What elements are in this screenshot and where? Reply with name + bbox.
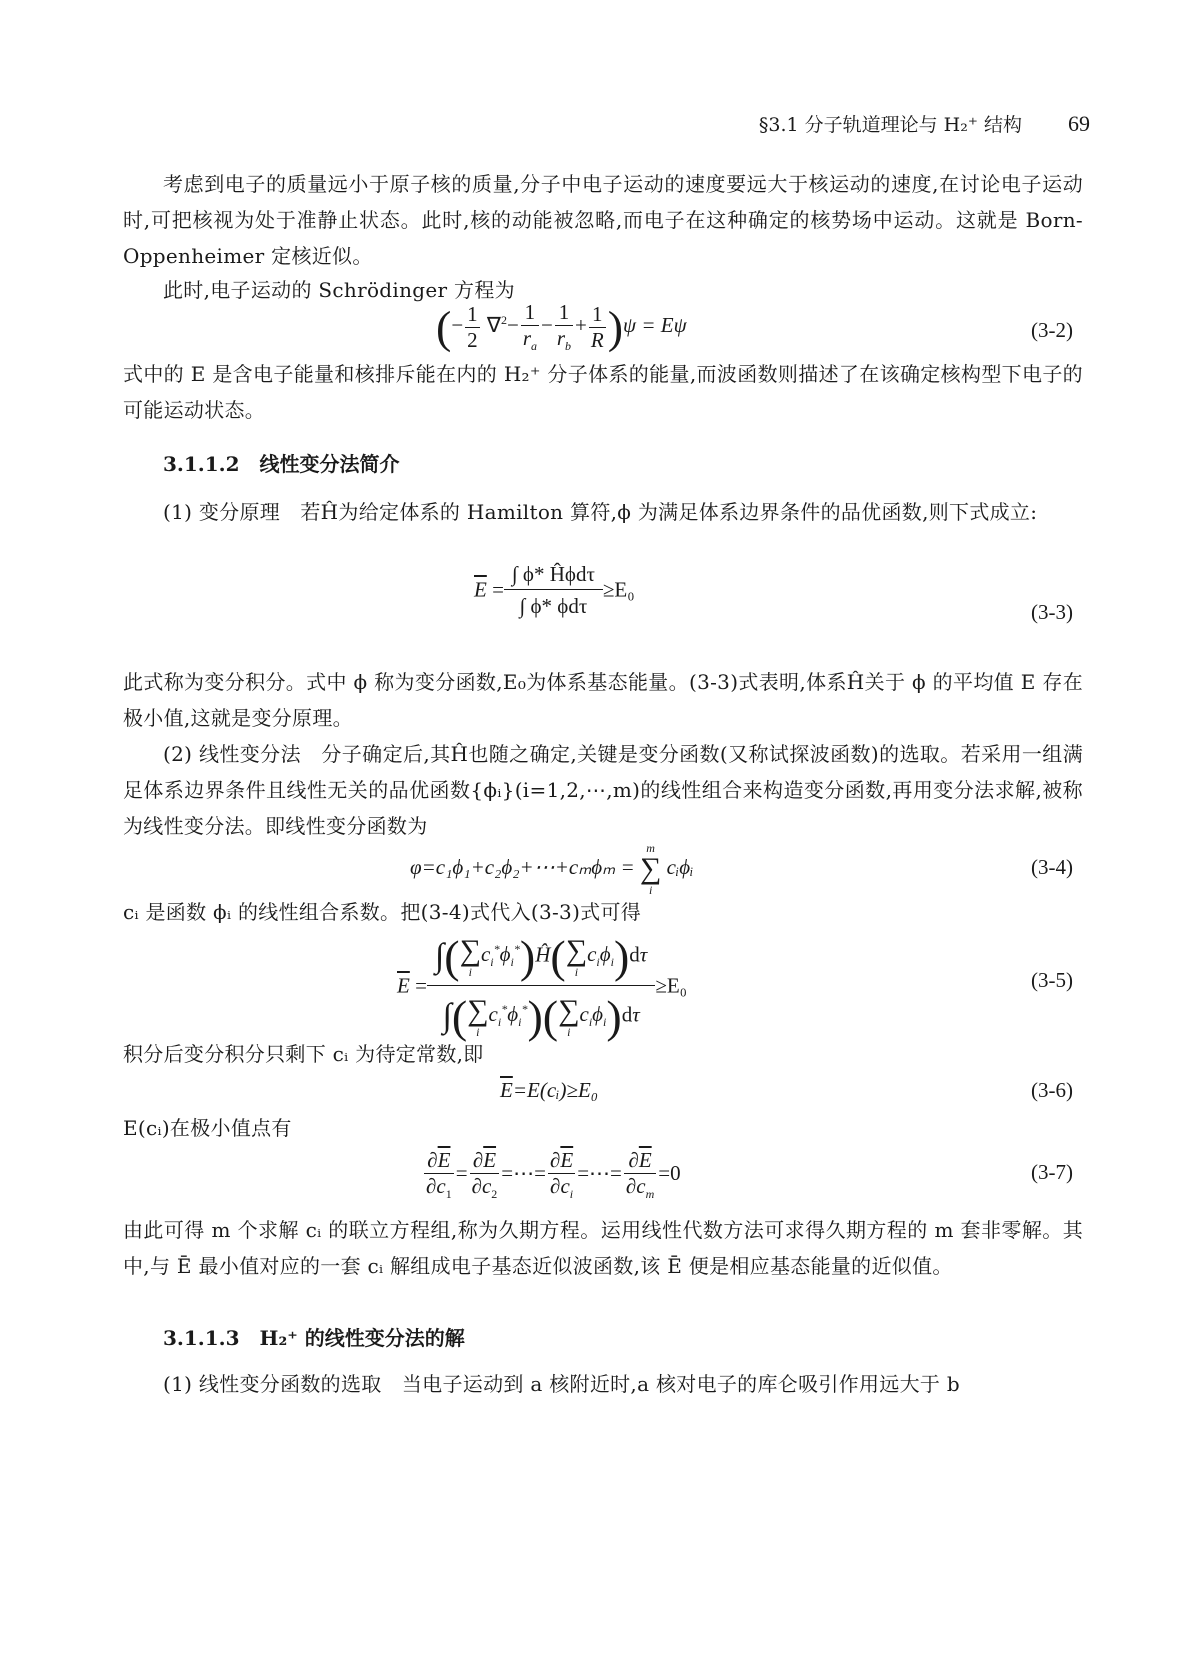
paragraph-born-oppenheimer: 考虑到电子的质量远小于原子核的质量,分子中电子运动的速度要远大于核运动的速度,在讨论电子运动时,可把核视为处于准静止状态。此时,核的动能被忽略,而电子在这种确定的核势场中运动。这就是 Born-Oppenheimer 定核近似。 (123, 172, 1083, 268)
eq-3-5-rhs: ≥E₀ (655, 973, 688, 998)
equation-number-3-2: (3-2) (1031, 318, 1073, 342)
equation-number-3-5: (3-5) (1031, 968, 1073, 992)
equation-number-3-3: (3-3) (1031, 600, 1073, 624)
eq-3-4-lhs: φ=c₁ϕ₁+c₂ϕ₂+⋯+cₘϕₘ = (410, 854, 635, 879)
heading-3-1-1-2: 3.1.1.2 线性变分法简介 (163, 452, 400, 476)
equation-3-6: $\overline{E}=E(cᵢ)\ge E_0$ (500, 1078, 599, 1102)
equation-3-4: φ=c₁ϕ₁+c₂ϕ₂+⋯+cₘϕₘ = m ∑ i cᵢϕᵢ (410, 841, 694, 897)
eq-3-6-text: =E(cᵢ)≥E₀ (512, 1078, 599, 1102)
paragraph-linear-variation: (2) 线性变分法 分子确定后,其Ĥ也随之确定,关键是变分函数(又称试探波函数)的选取。若采用一组满足体系边界条件且线性无关的品优函数{ϕᵢ}(i=1,2,⋯,m)的线性组合来构造变分函数,再用变分法求解,被称为线性变分法。即线性变分函数为 (123, 742, 1083, 838)
section-title: §3.1 分子轨道理论与 H₂⁺ 结构 (758, 114, 1022, 136)
paragraph-variation-principle: (1) 变分原理 若Ĥ为给定体系的 Hamilton 算符,ϕ 为满足体系边界条件的品优函数,则下式成立: (163, 500, 1038, 524)
paragraph-energy-def: 式中的 E 是含电子能量和核排斥能在内的 H₂⁺ 分子体系的能量,而波函数则描述了在该确定核构型下电子的可能运动状态。 (123, 362, 1083, 422)
equation-3-7: $\frac{\partial\overline{E}}{\partial c_1}$ = $\frac{\partial\overline{E}}{\partial c_2}$ =⋯= $\frac{\partial\overline{E}}{\partial c_i}$ =⋯= $\frac{\partial\overline{E}}{\partial c_m}$ =0 (426, 1148, 681, 1202)
paragraph-variation-integral: 此式称为变分积分。式中 ϕ 称为变分函数,E₀为体系基态能量。(3-3)式表明,体系Ĥ关于 ϕ 的平均值 E 存在极小值,这就是变分原理。 (123, 670, 1083, 730)
paragraph-minimum: E(cᵢ)在极小值点有 (123, 1116, 292, 1140)
heading-3-1-1-3: 3.1.1.3 H₂⁺ 的线性变分法的解 (163, 1326, 465, 1350)
equation-3-3: $\overline{E}$ = $\frac{\text{∫ ϕ* Ĥϕdτ}}{\text{∫ ϕ* ϕdτ}}$ ≥E₀ (474, 560, 635, 623)
eq-3-7-rhs: =0 (658, 1160, 681, 1185)
paragraph-trial-function: (1) 线性变分函数的选取 当电子运动到 a 核附近时,a 核对电子的库仑吸引作用远大于 b (163, 1372, 960, 1396)
equation-number-3-4: (3-4) (1031, 855, 1073, 879)
paragraph-schrodinger-intro: 此时,电子运动的 Schrödinger 方程为 (163, 278, 515, 302)
paragraph-coefficients: cᵢ 是函数 ϕᵢ 的线性组合系数。把(3-4)式代入(3-3)式可得 (123, 900, 642, 924)
running-header (0, 110, 1090, 137)
eq-3-3-rhs: ≥E₀ (602, 577, 635, 602)
equation-number-3-6: (3-6) (1031, 1078, 1073, 1102)
eq-3-2-rhs: ψ = Eψ (623, 312, 687, 337)
equation-3-5: $\overline{E}$ = ∫( ∑ i $c_i^*\phi_i^*)Ĥ$( ∑ i $c_i\phi_i)d\tau$ ∫( ∑ i $c_i^*\phi_i^*$)( ∑ i $c_i\phi_i)d\tau$ ≥E₀ (397, 928, 687, 1047)
eq-3-4-rhs: cᵢϕᵢ (666, 854, 694, 879)
paragraph-undetermined: 积分后变分积分只剩下 cᵢ 为待定常数,即 (123, 1042, 484, 1066)
paragraph-secular-equations: 由此可得 m 个求解 cᵢ 的联立方程组,称为久期方程。运用线性代数方法可求得久期方程的 m 套非零解。其中,与 Ē 最小值对应的一套 cᵢ 解组成电子基态近似波函数,该 Ē 便是相应基态能量的近似值。 (123, 1218, 1083, 1278)
equation-3-2: (− $\frac{1}{2}$ ∇$^2$− $\frac{1}{r_a}$ − $\frac{1}{r_b}$ + $\frac{1}{R}$ )ψ = Eψ (436, 300, 687, 354)
page-number: 69 (1068, 111, 1090, 136)
eq-3-3-numerator: ∫ ϕ* Ĥϕdτ (511, 562, 595, 586)
equation-number-3-7: (3-7) (1031, 1160, 1073, 1184)
eq-3-3-denominator: ∫ ϕ* ϕdτ (504, 589, 603, 623)
